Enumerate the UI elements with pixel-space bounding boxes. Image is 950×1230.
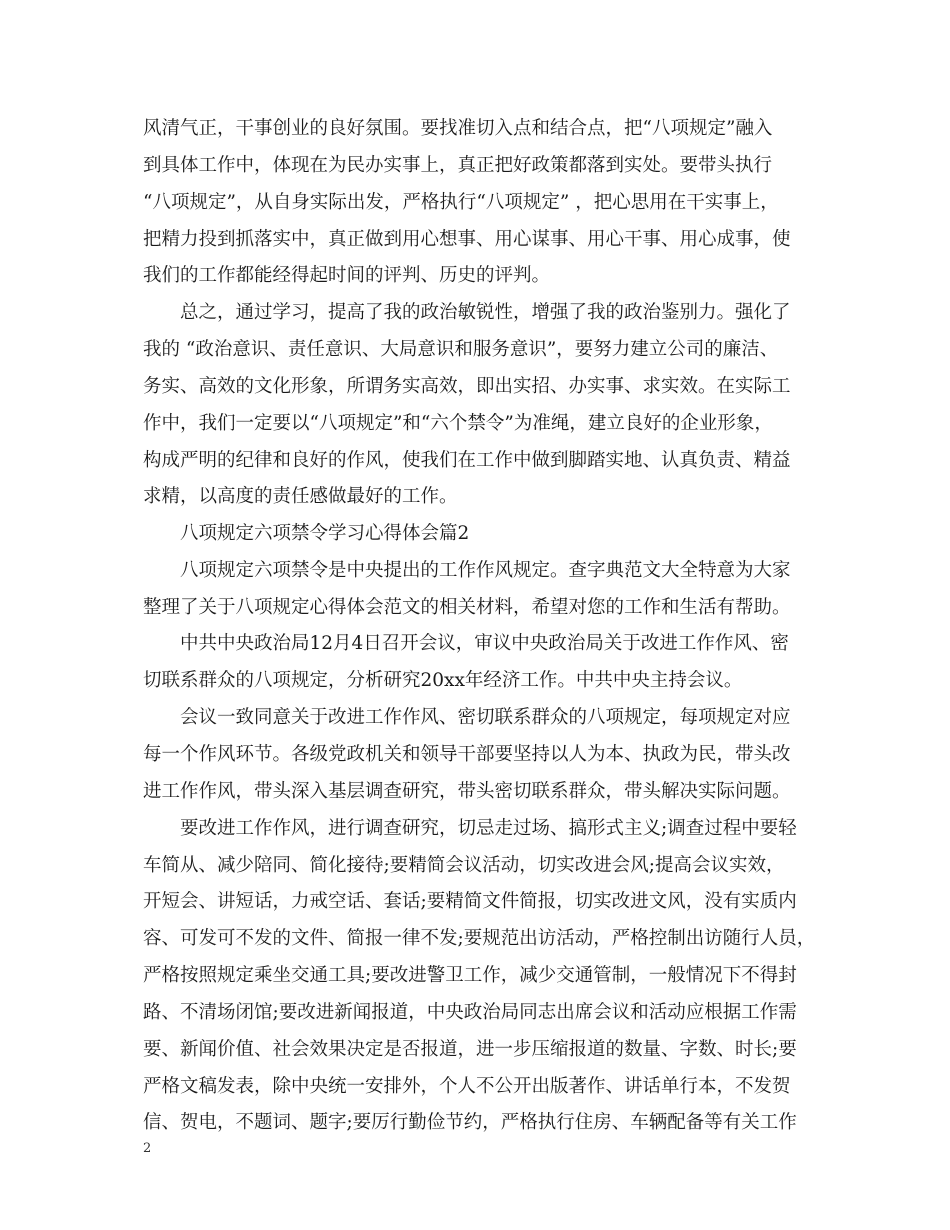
text-line: 我的 “政治意识、责任意识、大局意识和服务意识”，要努力建立公司的廉洁、 bbox=[143, 339, 779, 360]
text-line: 风清气正，干事创业的良好氛围。要找准切入点和结合点，把“八项规定”融入 bbox=[143, 118, 773, 139]
paragraph-start: 八项规定六项禁令是中央提出的工作作风规定。查字典范文大全特意为大家 bbox=[180, 560, 791, 581]
section-heading: 八项规定六项禁令学习心得体会篇2 bbox=[180, 523, 470, 544]
text-line: 把精力投到抓落实中，真正做到用心想事、用心谋事、用心干事、用心成事，使 bbox=[143, 229, 791, 250]
text-line: 要、新闻价值、社会效果决定是否报道，进一步压缩报道的数量、字数、时长;要 bbox=[143, 1039, 797, 1060]
paragraph-start: 总之，通过学习，提高了我的政治敏锐性，增强了我的政治鉴别力。强化了 bbox=[180, 302, 791, 323]
text-line: 作中，我们一定要以“八项规定”和“六个禁令”为准绳，建立良好的企业形象， bbox=[143, 413, 773, 434]
text-line: 开短会、讲短话，力戒空话、套话;要精简文件简报，切实改进文风，没有实质内 bbox=[143, 891, 797, 912]
paragraph-start: 会议一致同意关于改进工作作风、密切联系群众的八项规定，每项规定对应 bbox=[180, 707, 791, 728]
text-line: 求精，以高度的责任感做最好的工作。 bbox=[143, 486, 458, 507]
paragraph-start: 中共中央政治局12月4日召开会议，审议中央政治局关于改进工作作风、密 bbox=[180, 633, 789, 654]
text-line: 容、可发可不发的文件、简报一律不发;要规范出访活动，严格控制出访随行人员， bbox=[143, 928, 816, 949]
text-line: 整理了关于八项规定心得体会范文的相关材料，希望对您的工作和生活有帮助。 bbox=[143, 597, 791, 618]
text-line: 信、贺电，不题词、题字;要厉行勤俭节约，严格执行住房、车辆配备等有关工作 bbox=[143, 1112, 797, 1133]
text-line: 务实、高效的文化形象，所谓务实高效，即出实招、办实事、求实效。在实际工 bbox=[143, 376, 791, 397]
text-line: 我们的工作都能经得起时间的评判、历史的评判。 bbox=[143, 265, 551, 286]
text-line: 严格文稿发表，除中央统一安排外，个人不公开出版著作、讲话单行本，不发贺 bbox=[143, 1076, 791, 1097]
text-line: 车简从、减少陪同、简化接待;要精简会议活动，切实改进会风;提高会议实效， bbox=[143, 855, 785, 876]
text-line: 构成严明的纪律和良好的作风，使我们在工作中做到脚踏实地、认真负责、精益 bbox=[143, 450, 791, 471]
text-line: 切联系群众的八项规定，分析研究20xx年经济工作。中共中央主持会议。 bbox=[143, 670, 743, 691]
text-line: 每一个作风环节。各级党政机关和领导干部要坚持以人为本、执政为民，带头改 bbox=[143, 744, 791, 765]
page-number: 2 bbox=[143, 1141, 152, 1156]
text-line: 到具体工作中，体现在为民办实事上，真正把好政策都落到实处。要带头执行 bbox=[143, 155, 773, 176]
paragraph-start: 要改进工作作风，进行调查研究，切忌走过场、搞形式主义;调查过程中要轻 bbox=[180, 818, 797, 839]
text-line: 严格按照规定乘坐交通工具;要改进警卫工作，减少交通管制，一般情况下不得封 bbox=[143, 965, 797, 986]
text-line: 路、不清场闭馆;要改进新闻报道，中央政治局同志出席会议和活动应根据工作需 bbox=[143, 1002, 797, 1023]
text-line: 进工作作风，带头深入基层调查研究，带头密切联系群众，带头解决实际问题。 bbox=[143, 781, 791, 802]
text-line: “八项规定”，从自身实际出发，严格执行“八项规定” ，把心思用在干实事上， bbox=[143, 192, 779, 213]
